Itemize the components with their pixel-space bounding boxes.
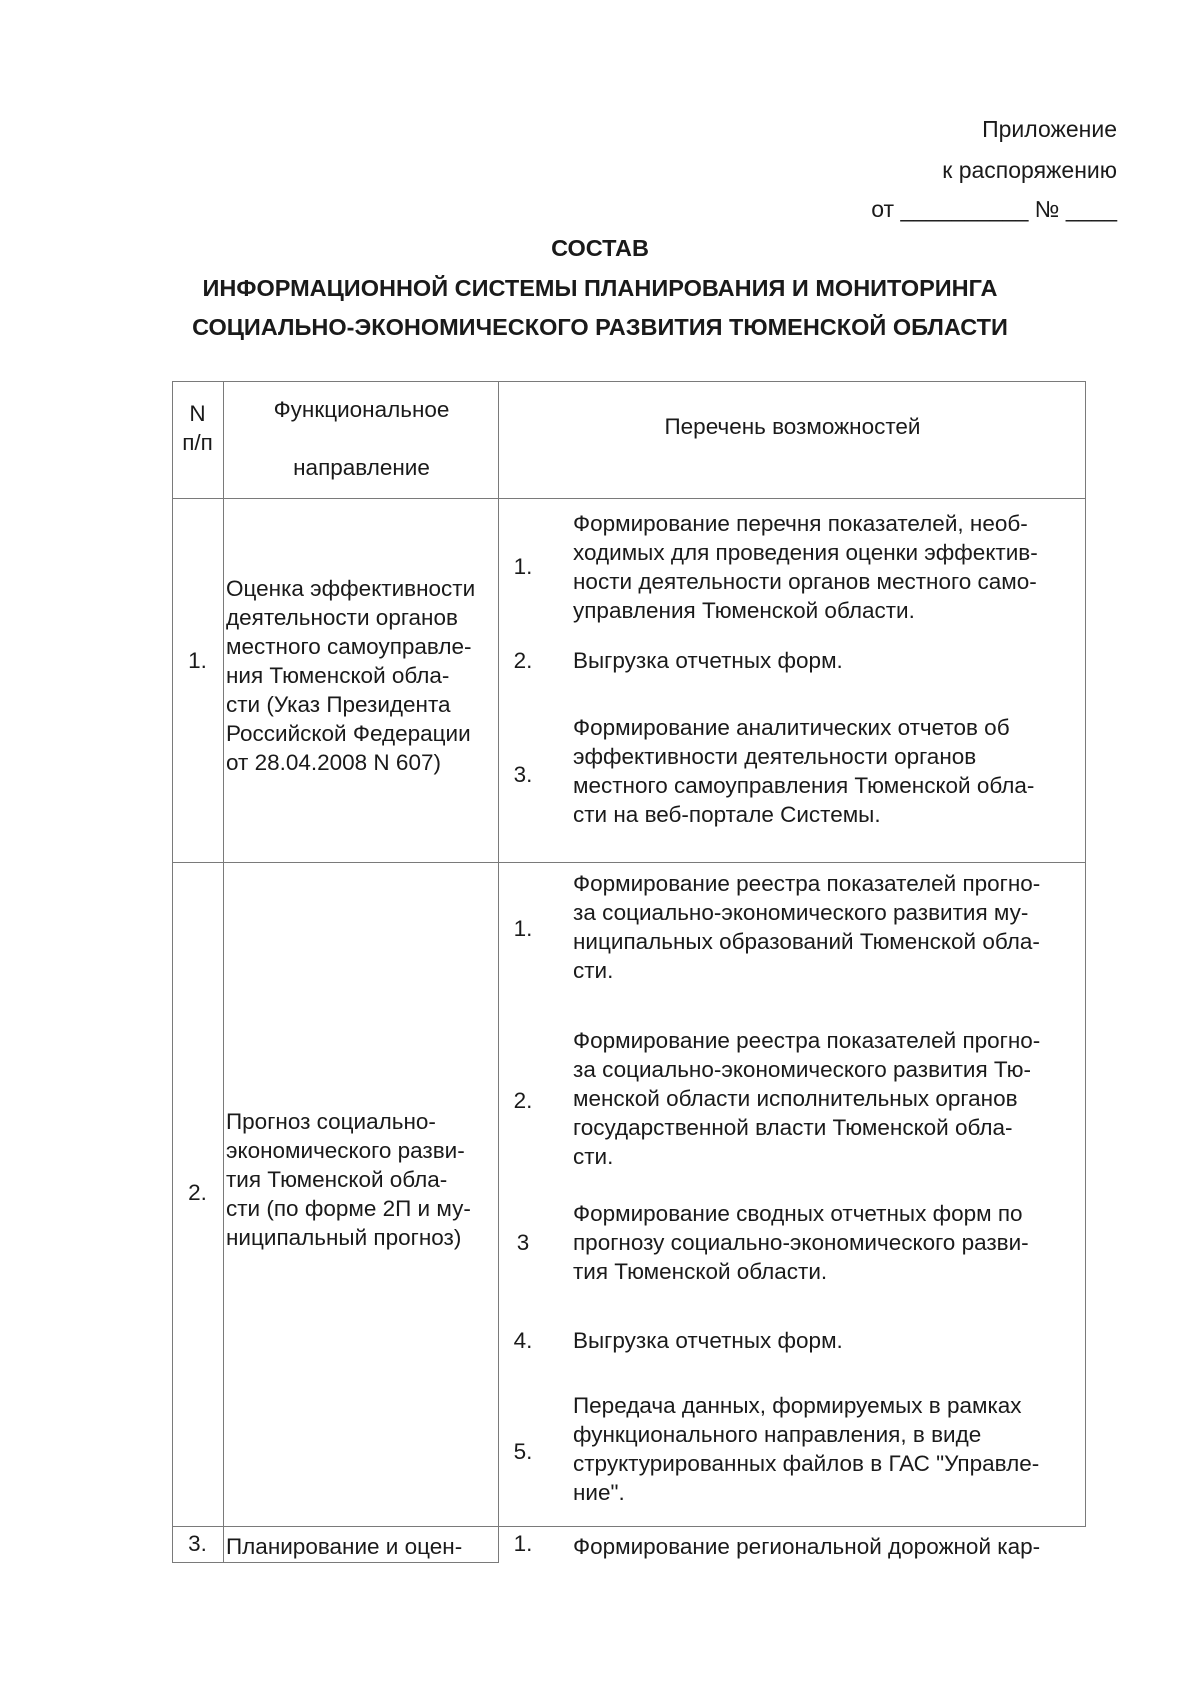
row-2-func — [226, 1107, 496, 1252]
row-2-func-line: Прогноз социально- — [226, 1109, 436, 1134]
row-1-func-line: ния Тюменской обла- — [226, 663, 450, 688]
item-text-line: менской области исполнительных органов — [573, 1086, 1018, 1111]
item-text-line: Формирование перечня показателей, необ- — [573, 511, 1028, 536]
row-separator-1 — [172, 862, 1086, 863]
item-text-line: ходимых для проведения оценки эффектив- — [573, 540, 1038, 565]
item-text-line: Выгрузка отчетных форм. — [573, 648, 843, 673]
item-text-line: ние". — [573, 1480, 625, 1505]
item-text-line: структурированных файлов в ГАС "Управле- — [573, 1451, 1040, 1476]
row-3-func-line: Планирование и оцен- — [226, 1534, 463, 1559]
item-text-line: эффективности деятельности органов — [573, 744, 977, 769]
row-2-func-line: экономического разви- — [226, 1138, 465, 1163]
item-text-line: ности деятельности органов местного само- — [573, 569, 1037, 594]
item-text-line: Формирование аналитических отчетов об — [573, 715, 1010, 740]
table-bottom-partial — [172, 1562, 499, 1563]
row-1-func-line: сти (Указ Президента — [226, 692, 451, 717]
title-line-3: СОЦИАЛЬНО-ЭКОНОМИЧЕСКОГО РАЗВИТИЯ ТЮМЕНСКОЙ ОБЛАСТИ — [192, 314, 1008, 340]
row-1-item-2-num: 2. — [513, 648, 533, 673]
item-text-line: сти. — [573, 1144, 614, 1169]
row-3-item-1-text — [573, 1532, 1085, 1561]
row-2-item-2-text — [573, 1026, 1085, 1171]
table-border-left — [172, 381, 173, 1563]
appendix-label: Приложение — [982, 116, 1117, 142]
item-text-line: Формирование сводных отчетных форм по — [573, 1201, 1023, 1226]
item-text-line: за социально-экономического развития Тю- — [573, 1057, 1032, 1082]
item-text-line: Формирование реестра показателей прогно- — [573, 1028, 1041, 1053]
item-text-line: Передача данных, формируемых в рамках — [573, 1393, 1022, 1418]
item-text-line: сти. — [573, 958, 614, 983]
header-func-line-1: Функциональное — [273, 397, 450, 422]
row-3-func — [226, 1532, 496, 1561]
row-3-item-1-num: 1. — [513, 1531, 533, 1556]
order-date-number-line: от __________ № ____ — [871, 196, 1117, 222]
row-1-func — [226, 574, 496, 777]
table-border-right — [1085, 381, 1086, 1527]
row-2-num: 2. — [188, 1180, 207, 1205]
row-2-item-1-num: 1. — [513, 916, 533, 941]
row-2-item-4-text — [573, 1326, 1085, 1355]
row-2-item-5-num: 5. — [513, 1439, 533, 1464]
item-text-line: Выгрузка отчетных форм. — [573, 1328, 843, 1353]
row-2-item-3-num: 3 — [516, 1230, 530, 1255]
row-1-item-3-text — [573, 713, 1085, 829]
item-text-line: государственной власти Тюменской обла- — [573, 1115, 1013, 1140]
header-list: Перечень возможностей — [664, 414, 921, 439]
item-text-line: управления Тюменской области. — [573, 598, 915, 623]
composition-table — [172, 381, 1086, 1563]
item-text-line: Формирование реестра показателей прогно- — [573, 871, 1041, 896]
item-text-line: сти на веб-портале Системы. — [573, 802, 881, 827]
row-1-func-line: местного самоуправле- — [226, 634, 472, 659]
table-header-separator — [172, 498, 1086, 499]
row-1-item-2-text — [573, 646, 1085, 675]
item-text-line: Формирование региональной дорожной кар- — [573, 1534, 1041, 1559]
header-num — [172, 399, 223, 457]
row-separator-2 — [172, 1526, 1086, 1527]
row-2-item-3-text — [573, 1199, 1085, 1286]
header-func — [224, 381, 499, 497]
row-2-item-2-num: 2. — [513, 1088, 533, 1113]
item-text-line: ниципальных образований Тюменской обла- — [573, 929, 1040, 954]
row-2-func-line: тия Тюменской обла- — [226, 1167, 448, 1192]
title-line-2: ИНФОРМАЦИОННОЙ СИСТЕМЫ ПЛАНИРОВАНИЯ И МОНИТОРИНГА — [202, 275, 998, 301]
title-line-1: СОСТАВ — [551, 235, 649, 261]
header-num-line-2: п/п — [182, 430, 213, 455]
row-1-func-line: деятельности органов — [226, 605, 458, 630]
item-text-line: функционального направления, в виде — [573, 1422, 982, 1447]
row-2-item-5-text — [573, 1391, 1085, 1507]
table-divider-num — [223, 381, 224, 1563]
item-text-line: за социально-экономического развития му- — [573, 900, 1029, 925]
item-text-line: местного самоуправления Тюменской обла- — [573, 773, 1035, 798]
row-1-func-line: Российской Федерации — [226, 721, 471, 746]
row-1-item-3-num: 3. — [513, 762, 533, 787]
row-3-num: 3. — [188, 1531, 207, 1556]
row-1-item-1-num: 1. — [513, 554, 533, 579]
row-1-func-line: от 28.04.2008 N 607) — [226, 750, 441, 775]
item-text-line: тия Тюменской области. — [573, 1259, 828, 1284]
row-1-item-1-text — [573, 509, 1085, 625]
header-func-line-2: направление — [293, 455, 430, 480]
item-text-line: прогнозу социально-экономического разви- — [573, 1230, 1029, 1255]
row-2-func-line: ниципальный прогноз) — [226, 1225, 462, 1250]
row-1-num: 1. — [188, 648, 207, 673]
header-num-line-1: N — [189, 401, 206, 426]
row-1-func-line: Оценка эффективности — [226, 576, 476, 601]
to-order-label: к распоряжению — [942, 157, 1117, 183]
row-2-item-1-text — [573, 869, 1085, 985]
row-2-func-line: сти (по форме 2П и му- — [226, 1196, 471, 1221]
row-2-item-4-num: 4. — [513, 1328, 533, 1353]
